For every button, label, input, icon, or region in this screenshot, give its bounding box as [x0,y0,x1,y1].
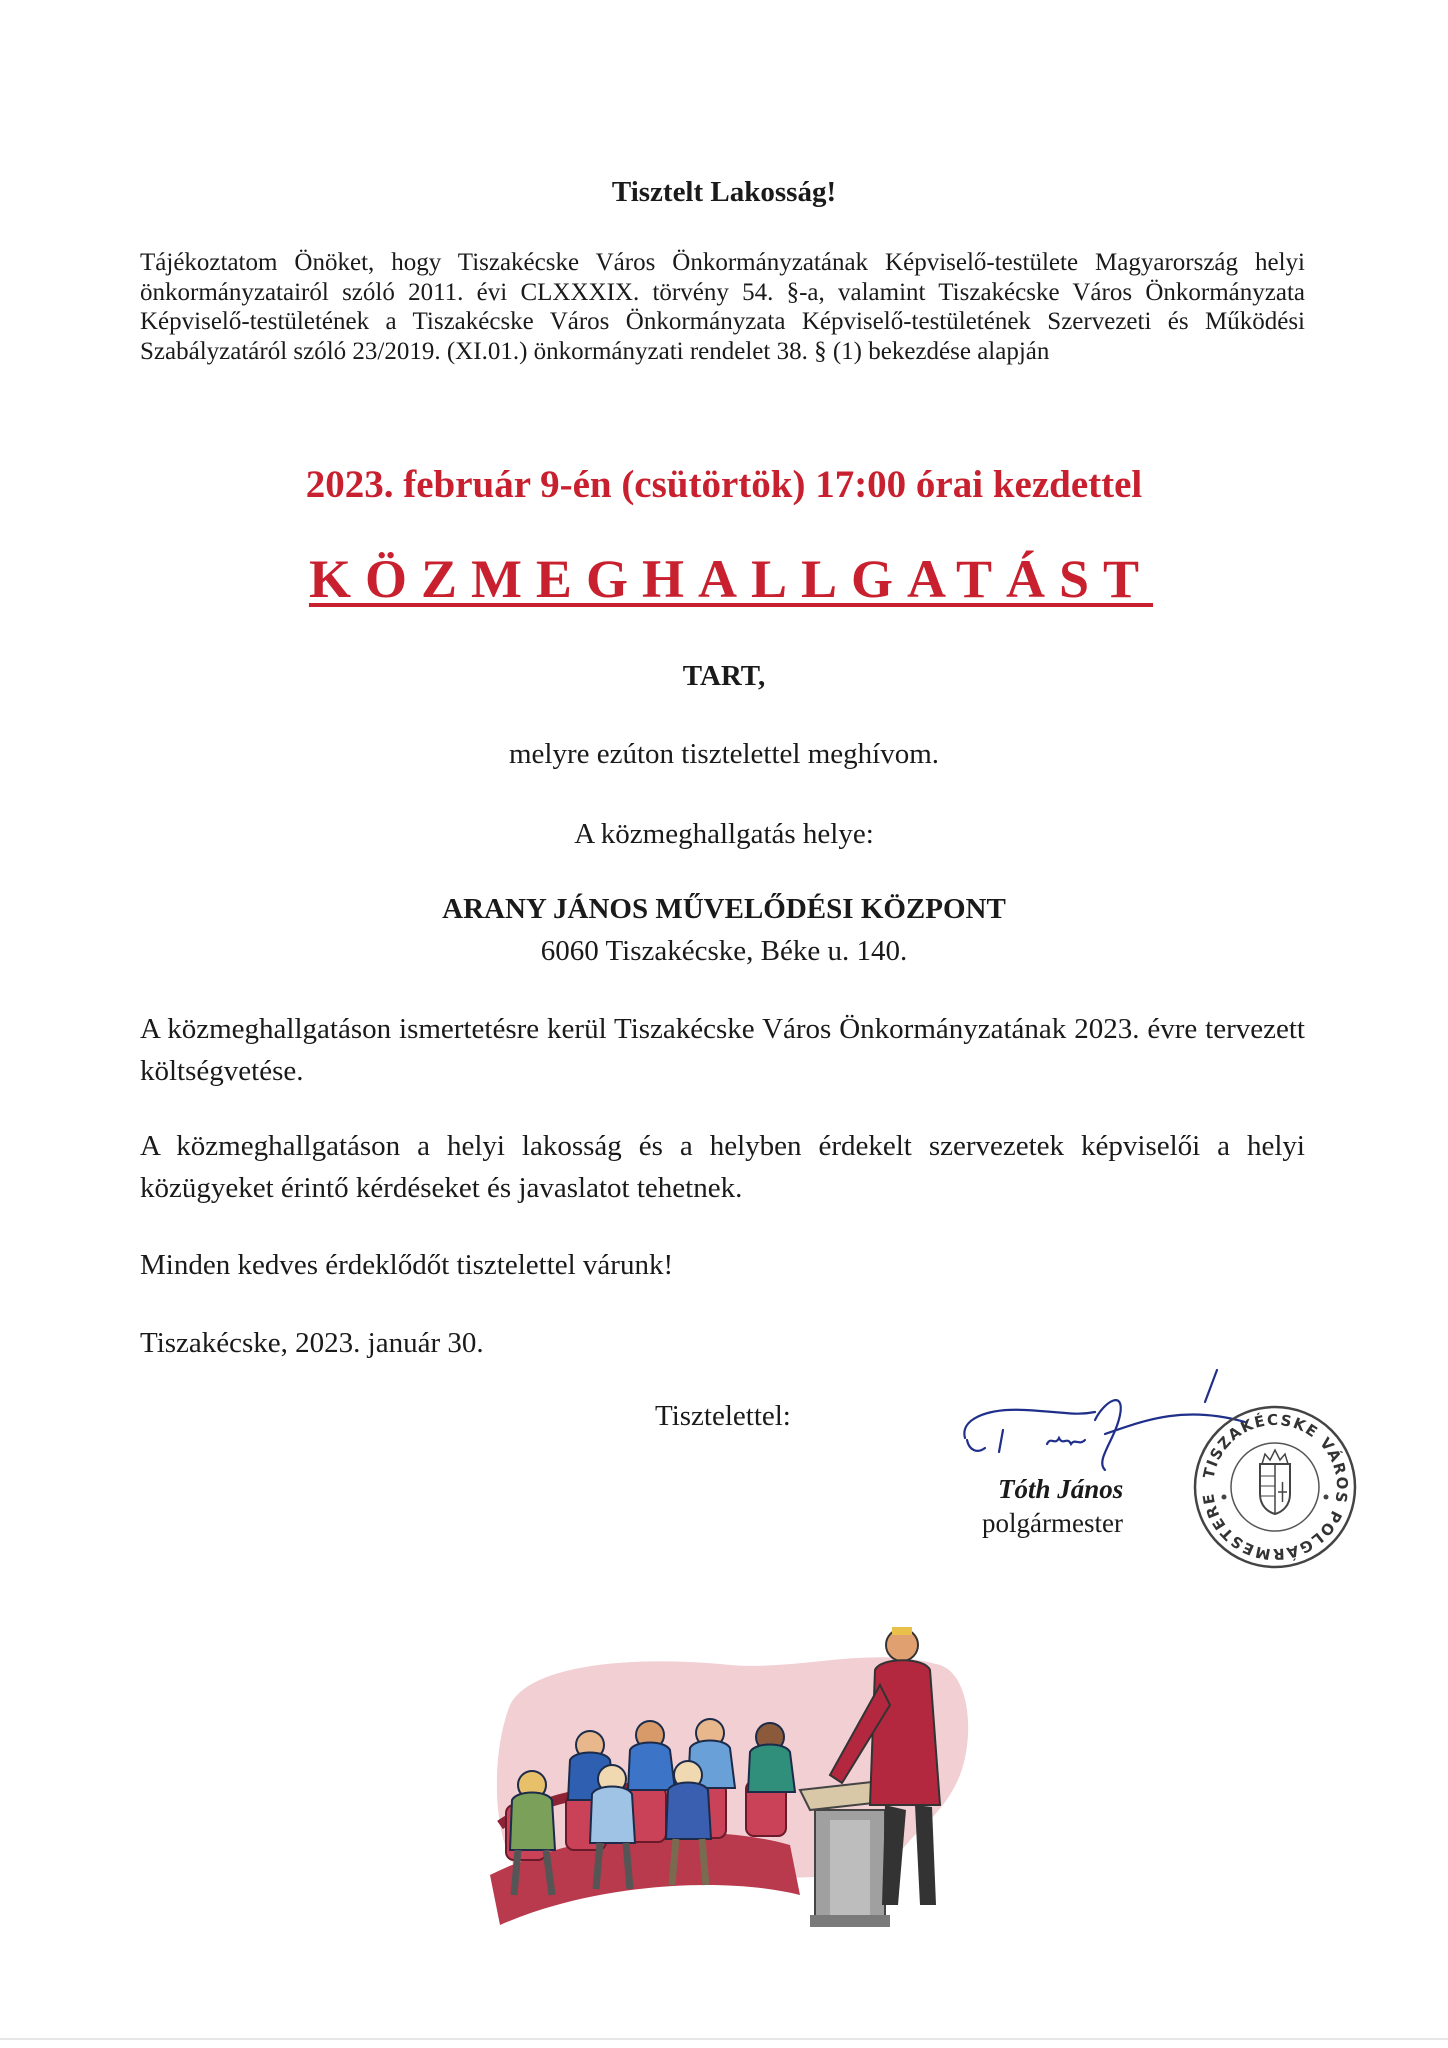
venue-label: A közmeghallgatás helye: [574,818,874,850]
signer-title: polgármester [982,1508,1123,1538]
meeting-date: 2023. február 9-én (csütörtök) 17:00 órai kezdettel [305,463,1143,506]
regards: Tisztelettel: [655,1400,791,1432]
welcome-paragraph: Minden kedves érdeklődőt tisztelettel várunk! [140,1249,674,1281]
hearing-title [0,548,1448,610]
place-date: Tiszakécske, 2023. január 30. [140,1327,484,1359]
budget-paragraph: A közmeghallgatáson ismertetésre kerül Tiszakécske Város Önkormányzatának 2023. évre tervezett költségvetése. [140,1013,1305,1087]
intro-paragraph: Tájékoztatom Önöket, hogy Tiszakécske Város Önkormányzatának Képviselő-testülete Magyarország helyi önkormányzatairól szóló 2011. évi CLXXXIX. törvény 54. §-a, valamint Tiszakécske Város Önkormányzata Képviselő-testületének a Tiszakécske Város Önkormányzata Képviselő-testületének Szervezeti és Működési Szabályzatáról szóló 23/2019. (XI.01.) önkormányzati rendelet 38. § (1) bekezdése alapján [140,249,1305,365]
venue-name: ARANY JÁNOS MŰVELŐDÉSI KÖZPONT [442,893,1006,925]
invitation-line: melyre ezúton tisztelettel meghívom. [508,738,940,770]
hearing-title-text: KÖZMEGHALLGATÁST [308,549,1154,609]
tart-line: TART, [682,660,766,692]
municipal-seal-icon [1190,1402,1360,1572]
venue-address: 6060 Tiszakécske, Béke u. 140. [540,935,908,967]
bottom-rule [0,2038,1448,2040]
signer-name: Tóth János [998,1474,1124,1504]
questions-paragraph: A közmeghallgatáson a helyi lakosság és a helyben érdekelt szervezetek képviselői a helyi közügyeket érintő kérdéseket és javaslatot tehetnek. [140,1130,1305,1204]
svg-text:TISZAKÉCSKE VÁROS POLGÁRMESTER: TISZAKÉCSKE VÁROS POLGÁRMESTERE [1199,1410,1352,1564]
public-meeting-clipart [470,1575,990,1955]
greeting: Tisztelt Lakosság! [611,176,837,208]
